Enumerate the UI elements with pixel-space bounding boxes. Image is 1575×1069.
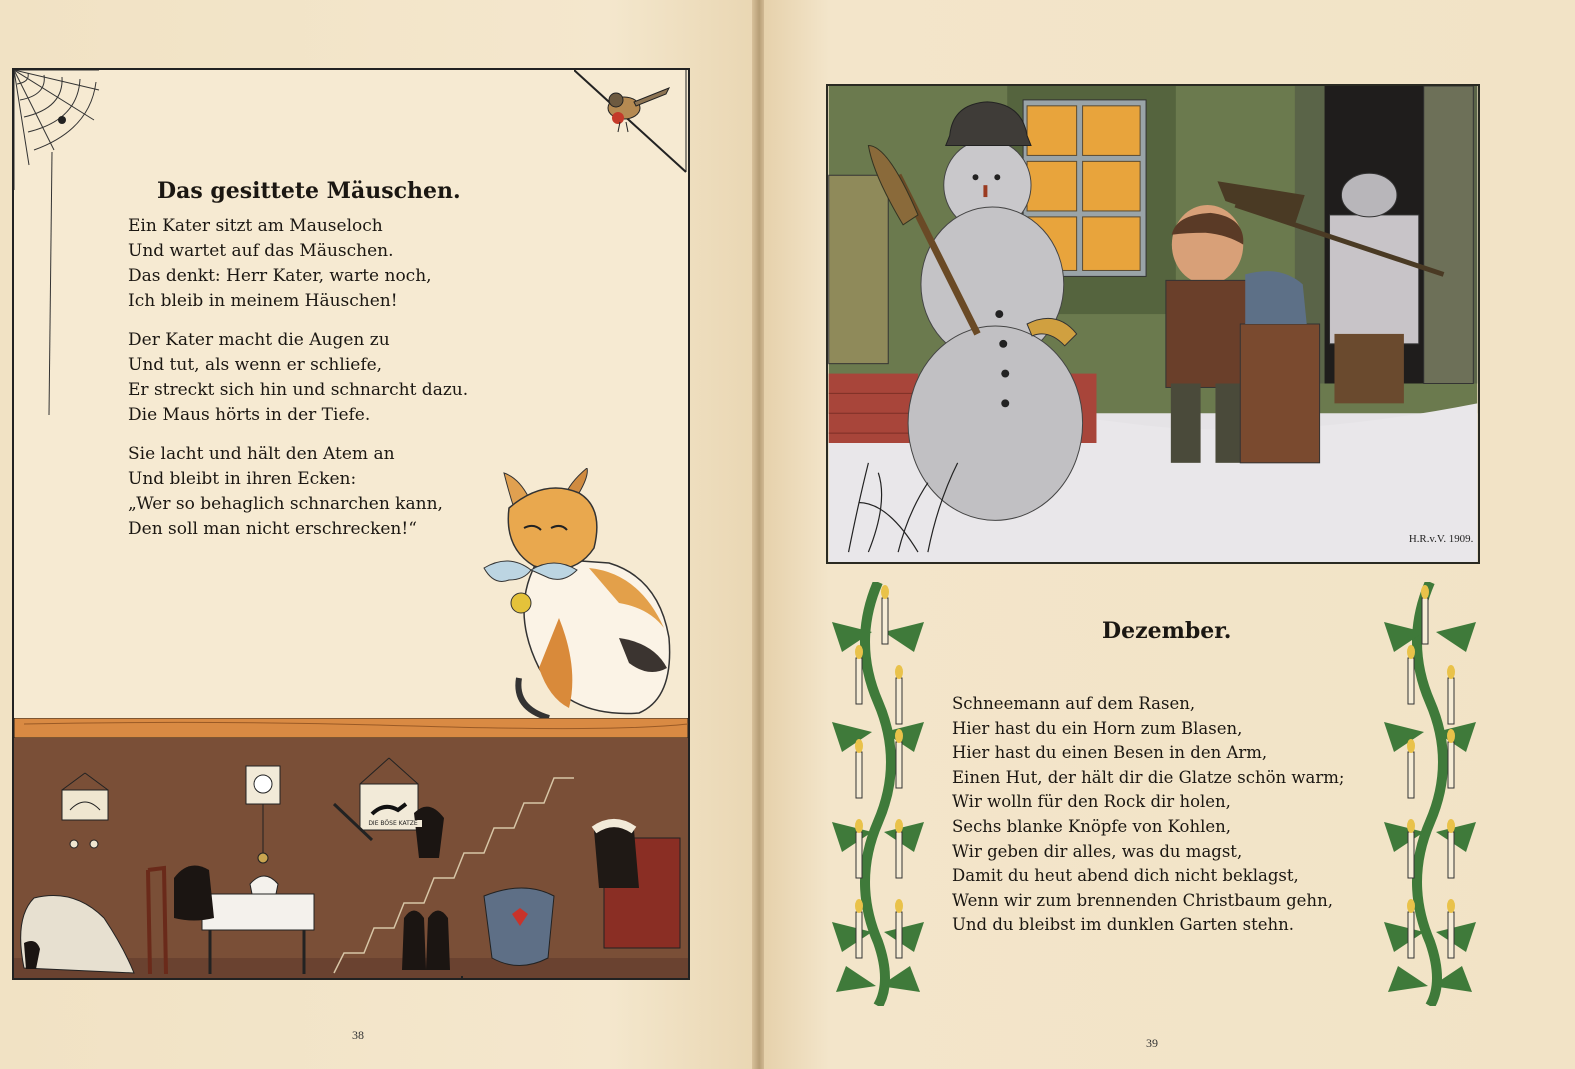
poem-line: Er streckt sich hin und schnarcht dazu. [128, 380, 469, 400]
right-page-number: 39 [1146, 1036, 1158, 1050]
right-poem [952, 692, 1344, 938]
left-poem-title: Das gesittete Mäuschen. [157, 178, 461, 204]
cat-illustration [469, 468, 684, 728]
poem-line: Ich bleib in meinem Häuschen! [128, 291, 398, 311]
poem-line: Und bleibt in ihren Ecken: [128, 469, 357, 489]
poem-line: Der Kater macht die Augen zu [128, 330, 390, 350]
corner-bird-icon [574, 70, 688, 180]
stanza-2 [128, 328, 468, 428]
snowman-illustration [826, 84, 1480, 564]
stanza-3 [128, 442, 468, 542]
candle-garland-left-icon [832, 582, 924, 1006]
poem-line: Sechs blanke Knöpfe von Kohlen, [952, 816, 1232, 836]
poem-line: Wir wolln für den Rock dir holen, [952, 792, 1231, 812]
poem-line: Einen Hut, der hält dir die Glatze schön warm; [952, 767, 1345, 787]
poem-line: Und wartet auf das Mäuschen. [128, 241, 394, 261]
candle-garland-right-icon [1384, 582, 1476, 1006]
poem-line: Schneemann auf dem Rasen, [952, 694, 1196, 713]
poem-line: Wenn wir zum brennenden Christbaum gehn, [952, 890, 1333, 910]
left-poem [128, 214, 468, 556]
poem-line: Wir geben dir alles, was du magst, [952, 841, 1243, 861]
poem-line: Hier hast du ein Horn zum Blasen, [952, 718, 1243, 738]
mouse-room-illustration [14, 718, 688, 978]
poem-line: Sie lacht und hält den Atem an [128, 444, 395, 464]
stanza-1 [128, 214, 468, 314]
left-page-number: 38 [352, 1028, 364, 1042]
spider-web-icon [14, 70, 104, 415]
poem-line: Und tut, als wenn er schliefe, [128, 355, 383, 375]
poem-line: Das denkt: Herr Kater, warte noch, [128, 266, 432, 286]
left-page [0, 0, 760, 1069]
poem-line: „Wer so behaglich schnarchen kann, [128, 494, 443, 514]
poem-line: Ein Kater sitzt am Mauseloch [128, 216, 383, 236]
poem-line: Hier hast du einen Besen in den Arm, [952, 743, 1268, 763]
poem-line: Die Maus hörts in der Tiefe. [128, 405, 371, 425]
poem-line: Und du bleibst im dunklen Garten stehn. [952, 915, 1294, 935]
poem-line: Den soll man nicht erschrecken!“ [128, 519, 417, 539]
right-poem-title: Dezember. [1102, 618, 1232, 644]
poem-line: Damit du heut abend dich nicht beklagst, [952, 866, 1299, 886]
picture-sign-label: DIE BÖSE KATZE [364, 820, 422, 827]
artist-signature: H.R.v.V. 1909. [1408, 533, 1474, 546]
left-page-frame [12, 68, 690, 980]
